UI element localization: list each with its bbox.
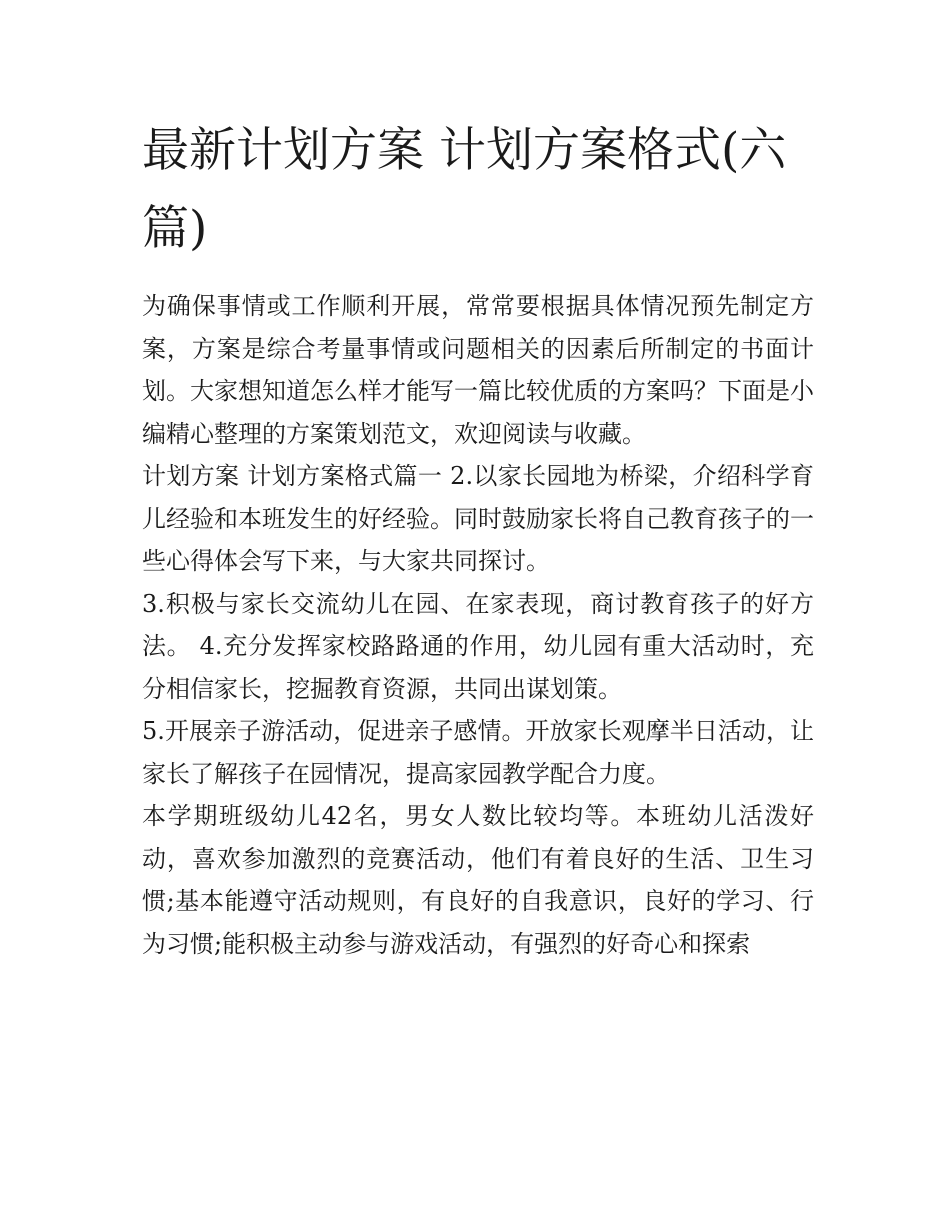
document-title: 最新计划方案 计划方案格式(六篇) bbox=[142, 123, 787, 256]
paragraph-section-one: 计划方案 计划方案格式篇一 2.以家长园地为桥梁，介绍科学育儿经验和本班发生的好经验。同时鼓励家长将自己教育孩子的一些心得体会写下来，与大家共同探讨。 bbox=[142, 462, 814, 575]
paragraph-class-overview: 本学期班级幼儿42名，男女人数比较均等。本班幼儿活泼好动，喜欢参加激烈的竞赛活动，他们有着良好的生活、卫生习惯;基本能遵守活动规则，有良好的自我意识，良好的学习、行为习惯;能积极主动参与游戏活动，有强烈的好奇心和探索 bbox=[142, 802, 814, 958]
document-body bbox=[142, 112, 814, 965]
paragraph-item-3-4: 3.积极与家长交流幼儿在园、在家表现，商讨教育孩子的好方法。 4.充分发挥家校路路通的作用，幼儿园有重大活动时，充分相信家长，挖掘教育资源，共同出谋划策。 bbox=[142, 589, 814, 703]
paragraph-intro: 为确保事情或工作顺利开展，常常要根据具体情况预先制定方案，方案是综合考量事情或问题相关的因素后所制定的书面计划。大家想知道怎么样才能写一篇比较优质的方案吗？下面是小编精心整理的方案策划范文，欢迎阅读与收藏。 bbox=[142, 292, 814, 448]
paragraph-item-5: 5.开展亲子游活动，促进亲子感情。开放家长观摩半日活动，让家长了解孩子在园情况，提高家园教学配合力度。 bbox=[142, 717, 814, 788]
